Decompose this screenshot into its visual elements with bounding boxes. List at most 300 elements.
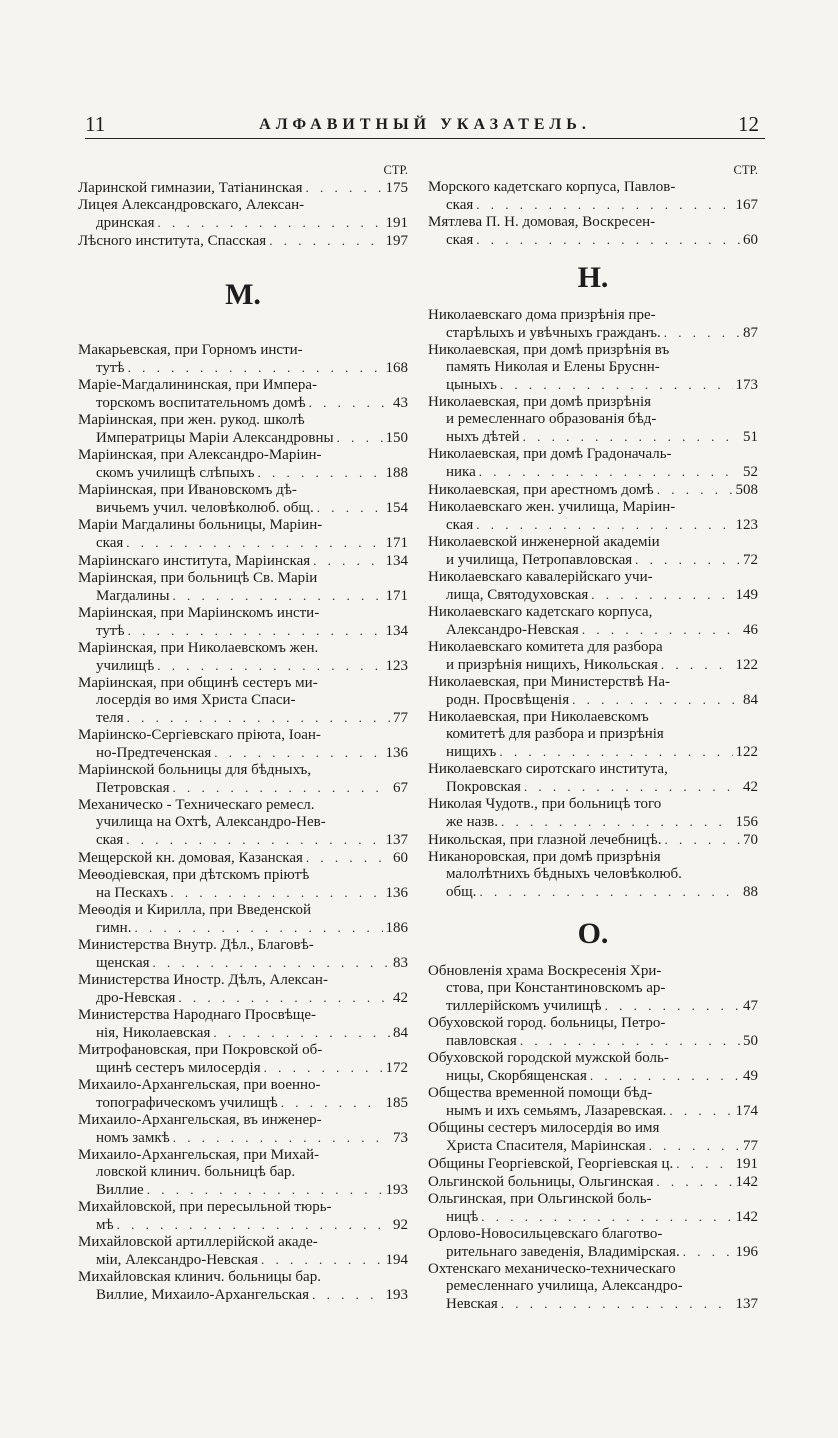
entry-page-number: 154 xyxy=(385,500,408,516)
entry-line xyxy=(428,1067,758,1085)
entry-line xyxy=(78,1094,408,1112)
leader-dots xyxy=(264,1059,383,1076)
entry-line xyxy=(78,989,408,1007)
entry-text: Маріинская, при Ивановскомъ дѣ- xyxy=(78,482,297,498)
index-entry xyxy=(78,517,408,552)
entry-page-number: 137 xyxy=(735,1296,758,1312)
entry-page-number: 174 xyxy=(735,1103,758,1119)
entry-text: память Николая и Елены Бруснн- xyxy=(446,359,660,375)
entry-page-number: 50 xyxy=(743,1033,758,1049)
entry-page-number: 193 xyxy=(385,1182,408,1198)
leader-dots xyxy=(664,324,740,341)
entry-page-number: 84 xyxy=(393,1025,408,1041)
leader-dots xyxy=(500,376,733,393)
entry-line xyxy=(428,1085,758,1102)
entry-line xyxy=(78,709,408,727)
leader-dots xyxy=(157,214,382,231)
entry-line xyxy=(428,849,758,866)
entry-line xyxy=(78,464,408,482)
entry-page-number: 70 xyxy=(743,832,758,848)
leader-dots xyxy=(501,1295,733,1312)
entry-page-number: 42 xyxy=(743,779,758,795)
entry-page-number: 171 xyxy=(385,588,408,604)
entry-page-number: 194 xyxy=(385,1252,408,1268)
entry-text: Ольгинская, при Ольгинской боль- xyxy=(428,1191,652,1207)
leader-dots xyxy=(499,743,732,760)
entry-text: Христа Спасителя, Маріинская xyxy=(446,1138,646,1154)
entry-text: Маріинскаго института, Маріинская xyxy=(78,553,311,569)
entry-line xyxy=(428,1208,758,1226)
entry-text: Михайловской артиллерійской акаде- xyxy=(78,1234,318,1250)
entry-line xyxy=(78,1112,408,1129)
entry-line xyxy=(428,569,758,586)
entry-text: Магдалины xyxy=(96,588,170,604)
entry-text: Обуховской городской мужской боль- xyxy=(428,1050,669,1066)
leader-dots xyxy=(128,359,383,376)
entry-line xyxy=(428,499,758,516)
entry-line xyxy=(428,307,758,324)
entry-line xyxy=(78,179,408,197)
entry-text: Михайловская клинич. больницы бар. xyxy=(78,1269,321,1285)
index-entry xyxy=(78,867,408,902)
entry-line xyxy=(428,1191,758,1208)
entry-text: Ольгинской больницы, Ольгинская xyxy=(428,1174,654,1190)
entry-text: Мятлева П. Н. домовая, Воскресен- xyxy=(428,214,656,230)
entry-page-number: 156 xyxy=(735,814,758,830)
entry-line xyxy=(78,197,408,214)
entry-line xyxy=(428,516,758,534)
entry-line xyxy=(428,1173,758,1191)
entry-line xyxy=(78,429,408,447)
index-entry xyxy=(428,499,758,534)
entry-line xyxy=(428,1050,758,1067)
entry-text: Министерства Народнаго Просвѣще- xyxy=(78,1007,316,1023)
entry-line xyxy=(78,232,408,250)
entry-line xyxy=(78,1216,408,1234)
entry-line xyxy=(428,411,758,428)
entry-text: Меѳодія и Кирилла, при Введенской xyxy=(78,902,312,918)
entry-line xyxy=(428,866,758,883)
leader-dots xyxy=(173,779,391,796)
entry-text: Александро-Невская xyxy=(446,622,579,638)
index-entry xyxy=(78,1112,408,1147)
entry-text: Николаевская, при арестномъ домѣ xyxy=(428,482,654,498)
entry-text: Лѣсного института, Спасская xyxy=(78,233,267,249)
index-entry xyxy=(428,1173,758,1191)
entry-line xyxy=(428,428,758,446)
entry-line xyxy=(78,1059,408,1077)
entry-line xyxy=(78,482,408,499)
leader-dots xyxy=(157,657,382,674)
index-entry xyxy=(78,482,408,517)
leader-dots xyxy=(481,1208,732,1225)
entry-text: Лицея Александровскаго, Алексан- xyxy=(78,197,305,213)
index-entry xyxy=(428,1015,758,1050)
entry-page-number: 47 xyxy=(743,998,758,1014)
entry-page-number: 51 xyxy=(743,429,758,445)
entry-line xyxy=(428,1261,758,1278)
entry-page-number: 191 xyxy=(735,1156,758,1172)
entry-page-number: 150 xyxy=(385,430,408,446)
page-column-label: СТР. xyxy=(733,163,758,177)
entry-text: Николаевская, при Николаевскомъ xyxy=(428,709,649,725)
entry-text: Николая Чудотв., при больницѣ того xyxy=(428,796,662,812)
entry-text: Николаевская, при домѣ Градоначаль- xyxy=(428,446,672,462)
entry-line xyxy=(428,1226,758,1243)
entry-page-number: 134 xyxy=(385,623,408,639)
entry-line xyxy=(78,972,408,989)
entry-line xyxy=(78,605,408,622)
entry-text: щенская xyxy=(96,955,150,971)
index-entry xyxy=(78,1199,408,1234)
entry-text: Никольская, при глазной лечебницѣ. xyxy=(428,832,662,848)
entry-line xyxy=(428,359,758,376)
entry-line xyxy=(78,412,408,429)
entry-page-number: 188 xyxy=(385,465,408,481)
index-entry xyxy=(78,902,408,937)
entry-line xyxy=(428,691,758,709)
entry-text: Макарьевская, при Горномъ инсти- xyxy=(78,342,303,358)
section-letter-m: М. xyxy=(225,278,261,311)
entry-line xyxy=(428,534,758,551)
entry-line xyxy=(428,376,758,394)
index-entry xyxy=(428,446,758,481)
leader-dots xyxy=(153,954,390,971)
index-entry xyxy=(78,797,408,849)
entry-text: Механическо - Техническаго ремесл. xyxy=(78,797,315,813)
entry-text: Николаевскаго комитета для разбора xyxy=(428,639,663,655)
entry-text: нія, Николаевская xyxy=(96,1025,211,1041)
leader-dots xyxy=(170,884,382,901)
entry-line xyxy=(428,394,758,411)
entry-text: Охтенскаго механическо-техническаго xyxy=(428,1261,676,1277)
entry-line xyxy=(428,709,758,726)
section-letter-n: Н. xyxy=(577,261,609,294)
entry-page-number: 87 xyxy=(743,325,758,341)
index-entry xyxy=(78,972,408,1007)
entry-line xyxy=(428,179,758,196)
entry-page-number: 171 xyxy=(385,535,408,551)
entry-page-number: 52 xyxy=(743,464,758,480)
entry-text: дринская xyxy=(96,215,155,231)
leader-dots xyxy=(147,1181,383,1198)
entry-page-number: 149 xyxy=(735,587,758,603)
index-entry xyxy=(428,394,758,446)
index-entry xyxy=(78,1269,408,1304)
leader-dots xyxy=(479,883,740,900)
entry-line xyxy=(428,761,758,778)
entry-text: Михайловской, при пересыльной тюрь- xyxy=(78,1199,332,1215)
entry-line xyxy=(78,831,408,849)
index-entry xyxy=(78,570,408,605)
leader-dots xyxy=(476,196,732,213)
entry-line xyxy=(78,1181,408,1199)
leader-dots xyxy=(127,709,390,726)
index-entry xyxy=(428,674,758,709)
index-entry xyxy=(428,639,758,674)
entry-line xyxy=(428,1032,758,1050)
entry-text: Митрофановская, при Покровской об- xyxy=(78,1042,323,1058)
entry-line xyxy=(428,324,758,342)
entry-line xyxy=(428,997,758,1015)
entry-text: Ларинской гимназии, Татіанинская xyxy=(78,180,303,196)
entry-page-number: 167 xyxy=(735,197,758,213)
index-entry xyxy=(428,179,758,214)
entry-text: старѣлыхъ и увѣчныхъ гражданъ. xyxy=(446,325,661,341)
index-entry xyxy=(428,1226,758,1261)
entry-line xyxy=(428,1102,758,1120)
entry-text: общ. xyxy=(446,884,477,900)
entry-text: училища на Охтѣ, Александро-Нев- xyxy=(96,814,326,830)
index-entry xyxy=(78,552,408,570)
entry-text: нымъ и ихъ семьямъ, Лазаревская. xyxy=(446,1103,667,1119)
entry-list xyxy=(78,179,408,250)
entry-text: Михаило-Архангельская, при военно- xyxy=(78,1077,321,1093)
entry-text: Мещерской кн. домовая, Казанская xyxy=(78,850,303,866)
entry-text: на Пескахъ xyxy=(96,885,168,901)
entry-line xyxy=(78,499,408,517)
index-entry xyxy=(78,675,408,727)
entry-text: Маріинская, при общинѣ сестеръ ми- xyxy=(78,675,318,691)
entry-text: Николаевскаго сиротскаго института, xyxy=(428,761,668,777)
entry-text: ская xyxy=(446,232,474,248)
page-column-label: СТР. xyxy=(383,163,408,177)
entry-line xyxy=(428,1137,758,1155)
entry-text: павловская xyxy=(446,1033,517,1049)
entry-text: скомъ училищѣ слѣпыхъ xyxy=(96,465,255,481)
entry-page-number: 72 xyxy=(743,552,758,568)
entry-list xyxy=(428,179,758,249)
entry-line xyxy=(428,342,758,359)
entry-text: училищѣ xyxy=(96,658,155,674)
index-entry xyxy=(428,709,758,761)
index-entry xyxy=(78,1234,408,1269)
entry-page-number: 123 xyxy=(735,517,758,533)
entry-page-number: 123 xyxy=(385,658,408,674)
leader-dots xyxy=(520,1032,740,1049)
index-entry xyxy=(428,761,758,796)
entry-text: Министерства Иностр. Дѣлъ, Алексан- xyxy=(78,972,328,988)
entry-text: Меѳодіевская, при дѣтскомъ пріютѣ xyxy=(78,867,310,883)
entry-line xyxy=(78,377,408,394)
leader-dots xyxy=(572,691,740,708)
leader-dots xyxy=(312,1286,382,1303)
leader-dots xyxy=(476,231,740,248)
left-column xyxy=(78,162,408,1304)
entry-list xyxy=(428,307,758,901)
entry-text: Покровская xyxy=(446,779,521,795)
entry-line xyxy=(78,744,408,762)
leader-dots xyxy=(476,516,732,533)
index-entry xyxy=(428,604,758,639)
index-entry xyxy=(78,377,408,412)
leader-dots xyxy=(281,1094,383,1111)
leader-dots xyxy=(501,813,732,830)
index-entry xyxy=(78,1147,408,1199)
entry-page-number: 43 xyxy=(393,395,408,411)
entry-line xyxy=(78,1007,408,1024)
entry-text: Маріи Магдалины больницы, Маріин- xyxy=(78,517,323,533)
entry-line xyxy=(428,883,758,901)
entry-line xyxy=(78,814,408,831)
entry-text: Маріинской больницы для бѣдныхъ, xyxy=(78,762,312,778)
leader-dots xyxy=(524,778,740,795)
index-entry xyxy=(428,569,758,604)
entry-text: Николаевской инженерной академіи xyxy=(428,534,660,550)
entry-line xyxy=(78,954,408,972)
index-entry xyxy=(428,849,758,901)
entry-text: Михаило-Архангельская, въ инженер- xyxy=(78,1112,322,1128)
entry-text: и призрѣнія нищихъ, Никольская xyxy=(446,657,658,673)
entry-text: ника xyxy=(446,464,476,480)
entry-line xyxy=(78,1147,408,1164)
entry-text: Николаевскаго жен. училища, Маріин- xyxy=(428,499,676,515)
entry-page-number: 137 xyxy=(385,832,408,848)
entry-page-number: 191 xyxy=(385,215,408,231)
entry-line xyxy=(78,1077,408,1094)
entry-line xyxy=(78,884,408,902)
leader-dots xyxy=(661,656,733,673)
entry-page-number: 175 xyxy=(385,180,408,196)
entry-text: Николаевскаго дома призрѣнія пре- xyxy=(428,307,656,323)
entry-text: щинѣ сестеръ милосердія xyxy=(96,1060,261,1076)
entry-line xyxy=(428,674,758,691)
entry-text: тутѣ xyxy=(96,360,125,376)
section-letter-o: О. xyxy=(577,917,609,950)
leader-dots xyxy=(635,551,740,568)
entry-line xyxy=(428,1120,758,1137)
leader-dots xyxy=(676,1155,732,1172)
entry-list xyxy=(78,342,408,1304)
leader-dots xyxy=(337,429,383,446)
entry-text: Маріинская, при больницѣ Св. Маріи xyxy=(78,570,318,586)
entry-page-number: 92 xyxy=(393,1217,408,1233)
entry-text: родн. Просвѣщенія xyxy=(446,692,570,708)
entry-line xyxy=(78,675,408,692)
entry-line xyxy=(428,831,758,849)
entry-text: ская xyxy=(446,197,474,213)
entry-line xyxy=(428,639,758,656)
entry-text: малолѣтнихъ бѣдныхъ человѣколюб. xyxy=(446,866,682,882)
leader-dots xyxy=(258,464,383,481)
entry-text: гимн. xyxy=(96,920,132,936)
entry-text: ныхъ дѣтей xyxy=(446,429,520,445)
entry-page-number: 185 xyxy=(385,1095,408,1111)
entry-list xyxy=(428,963,758,1313)
entry-line xyxy=(428,231,758,249)
entry-page-number: 73 xyxy=(393,1130,408,1146)
index-entry xyxy=(78,727,408,762)
entry-text: цыныхъ xyxy=(446,377,497,393)
entry-line xyxy=(428,813,758,831)
entry-page-number: 168 xyxy=(385,360,408,376)
entry-line xyxy=(78,447,408,464)
entry-text: и училища, Петропавловская xyxy=(446,552,633,568)
entry-page-number: 60 xyxy=(743,232,758,248)
entry-line xyxy=(78,1024,408,1042)
entry-page-number: 60 xyxy=(393,850,408,866)
index-entry xyxy=(78,605,408,640)
entry-line xyxy=(428,1278,758,1295)
entry-text: Морского кадетскаго корпуса, Павлов- xyxy=(428,179,676,195)
entry-page-number: 122 xyxy=(735,657,758,673)
entry-line xyxy=(78,867,408,884)
entry-line xyxy=(78,517,408,534)
entry-line xyxy=(428,656,758,674)
entry-text: тиллерійскомъ училищѣ xyxy=(446,998,602,1014)
entry-text: Общины сестеръ милосердія во имя xyxy=(428,1120,660,1136)
leader-dots xyxy=(172,587,382,604)
entry-page-number: 136 xyxy=(385,745,408,761)
entry-line xyxy=(428,604,758,621)
entry-text: рительнаго заведенія, Владимірская. xyxy=(446,1244,680,1260)
index-entry xyxy=(428,1261,758,1313)
index-entry xyxy=(428,796,758,831)
entry-line xyxy=(78,1251,408,1269)
entry-line xyxy=(78,657,408,675)
entry-line xyxy=(78,640,408,657)
entry-page-number: 49 xyxy=(743,1068,758,1084)
entry-line xyxy=(78,1042,408,1059)
leader-dots xyxy=(126,831,382,848)
entry-line xyxy=(428,726,758,743)
entry-line xyxy=(78,394,408,412)
leader-dots xyxy=(683,1243,733,1260)
entry-line xyxy=(428,214,758,231)
index-entry xyxy=(428,1085,758,1120)
leader-dots xyxy=(213,1024,390,1041)
entry-line xyxy=(78,214,408,232)
entry-text: лища, Святодуховская xyxy=(446,587,589,603)
entry-line xyxy=(428,1155,758,1173)
index-entry xyxy=(78,937,408,972)
entry-line xyxy=(428,196,758,214)
entry-text: Маріинская, при Маріинскомъ инсти- xyxy=(78,605,320,621)
entry-page-number: 196 xyxy=(735,1244,758,1260)
index-entry xyxy=(78,342,408,377)
entry-line xyxy=(428,621,758,639)
entry-text: ская xyxy=(96,535,124,551)
entry-text: ская xyxy=(96,832,124,848)
index-entry xyxy=(428,481,758,499)
entry-page-number: 46 xyxy=(743,622,758,638)
index-entry xyxy=(428,214,758,249)
leader-dots xyxy=(605,997,740,1014)
leader-dots xyxy=(128,622,383,639)
entry-page-number: 122 xyxy=(735,744,758,760)
entry-line xyxy=(428,778,758,796)
entry-page-number: 67 xyxy=(393,780,408,796)
entry-line xyxy=(78,1286,408,1304)
entry-text: но-Предтеченская xyxy=(96,745,212,761)
entry-text: Маріинско-Сергіевскаго пріюта, Іоан- xyxy=(78,727,321,743)
entry-page-number: 142 xyxy=(735,1174,758,1190)
entry-page-number: 136 xyxy=(385,885,408,901)
entry-page-number: 186 xyxy=(385,920,408,936)
entry-line xyxy=(78,622,408,640)
leader-dots xyxy=(657,481,733,498)
leader-dots xyxy=(134,919,382,936)
leader-dots xyxy=(669,1102,732,1119)
entry-line xyxy=(428,1243,758,1261)
entry-line xyxy=(78,1234,408,1251)
entry-line xyxy=(78,1269,408,1286)
entry-line xyxy=(78,727,408,744)
entry-text: торскомъ воспитательномъ домѣ xyxy=(96,395,306,411)
entry-text: Маріинская, при Николаевскомъ жен. xyxy=(78,640,319,656)
leader-dots xyxy=(173,1129,390,1146)
index-entry xyxy=(78,849,408,867)
